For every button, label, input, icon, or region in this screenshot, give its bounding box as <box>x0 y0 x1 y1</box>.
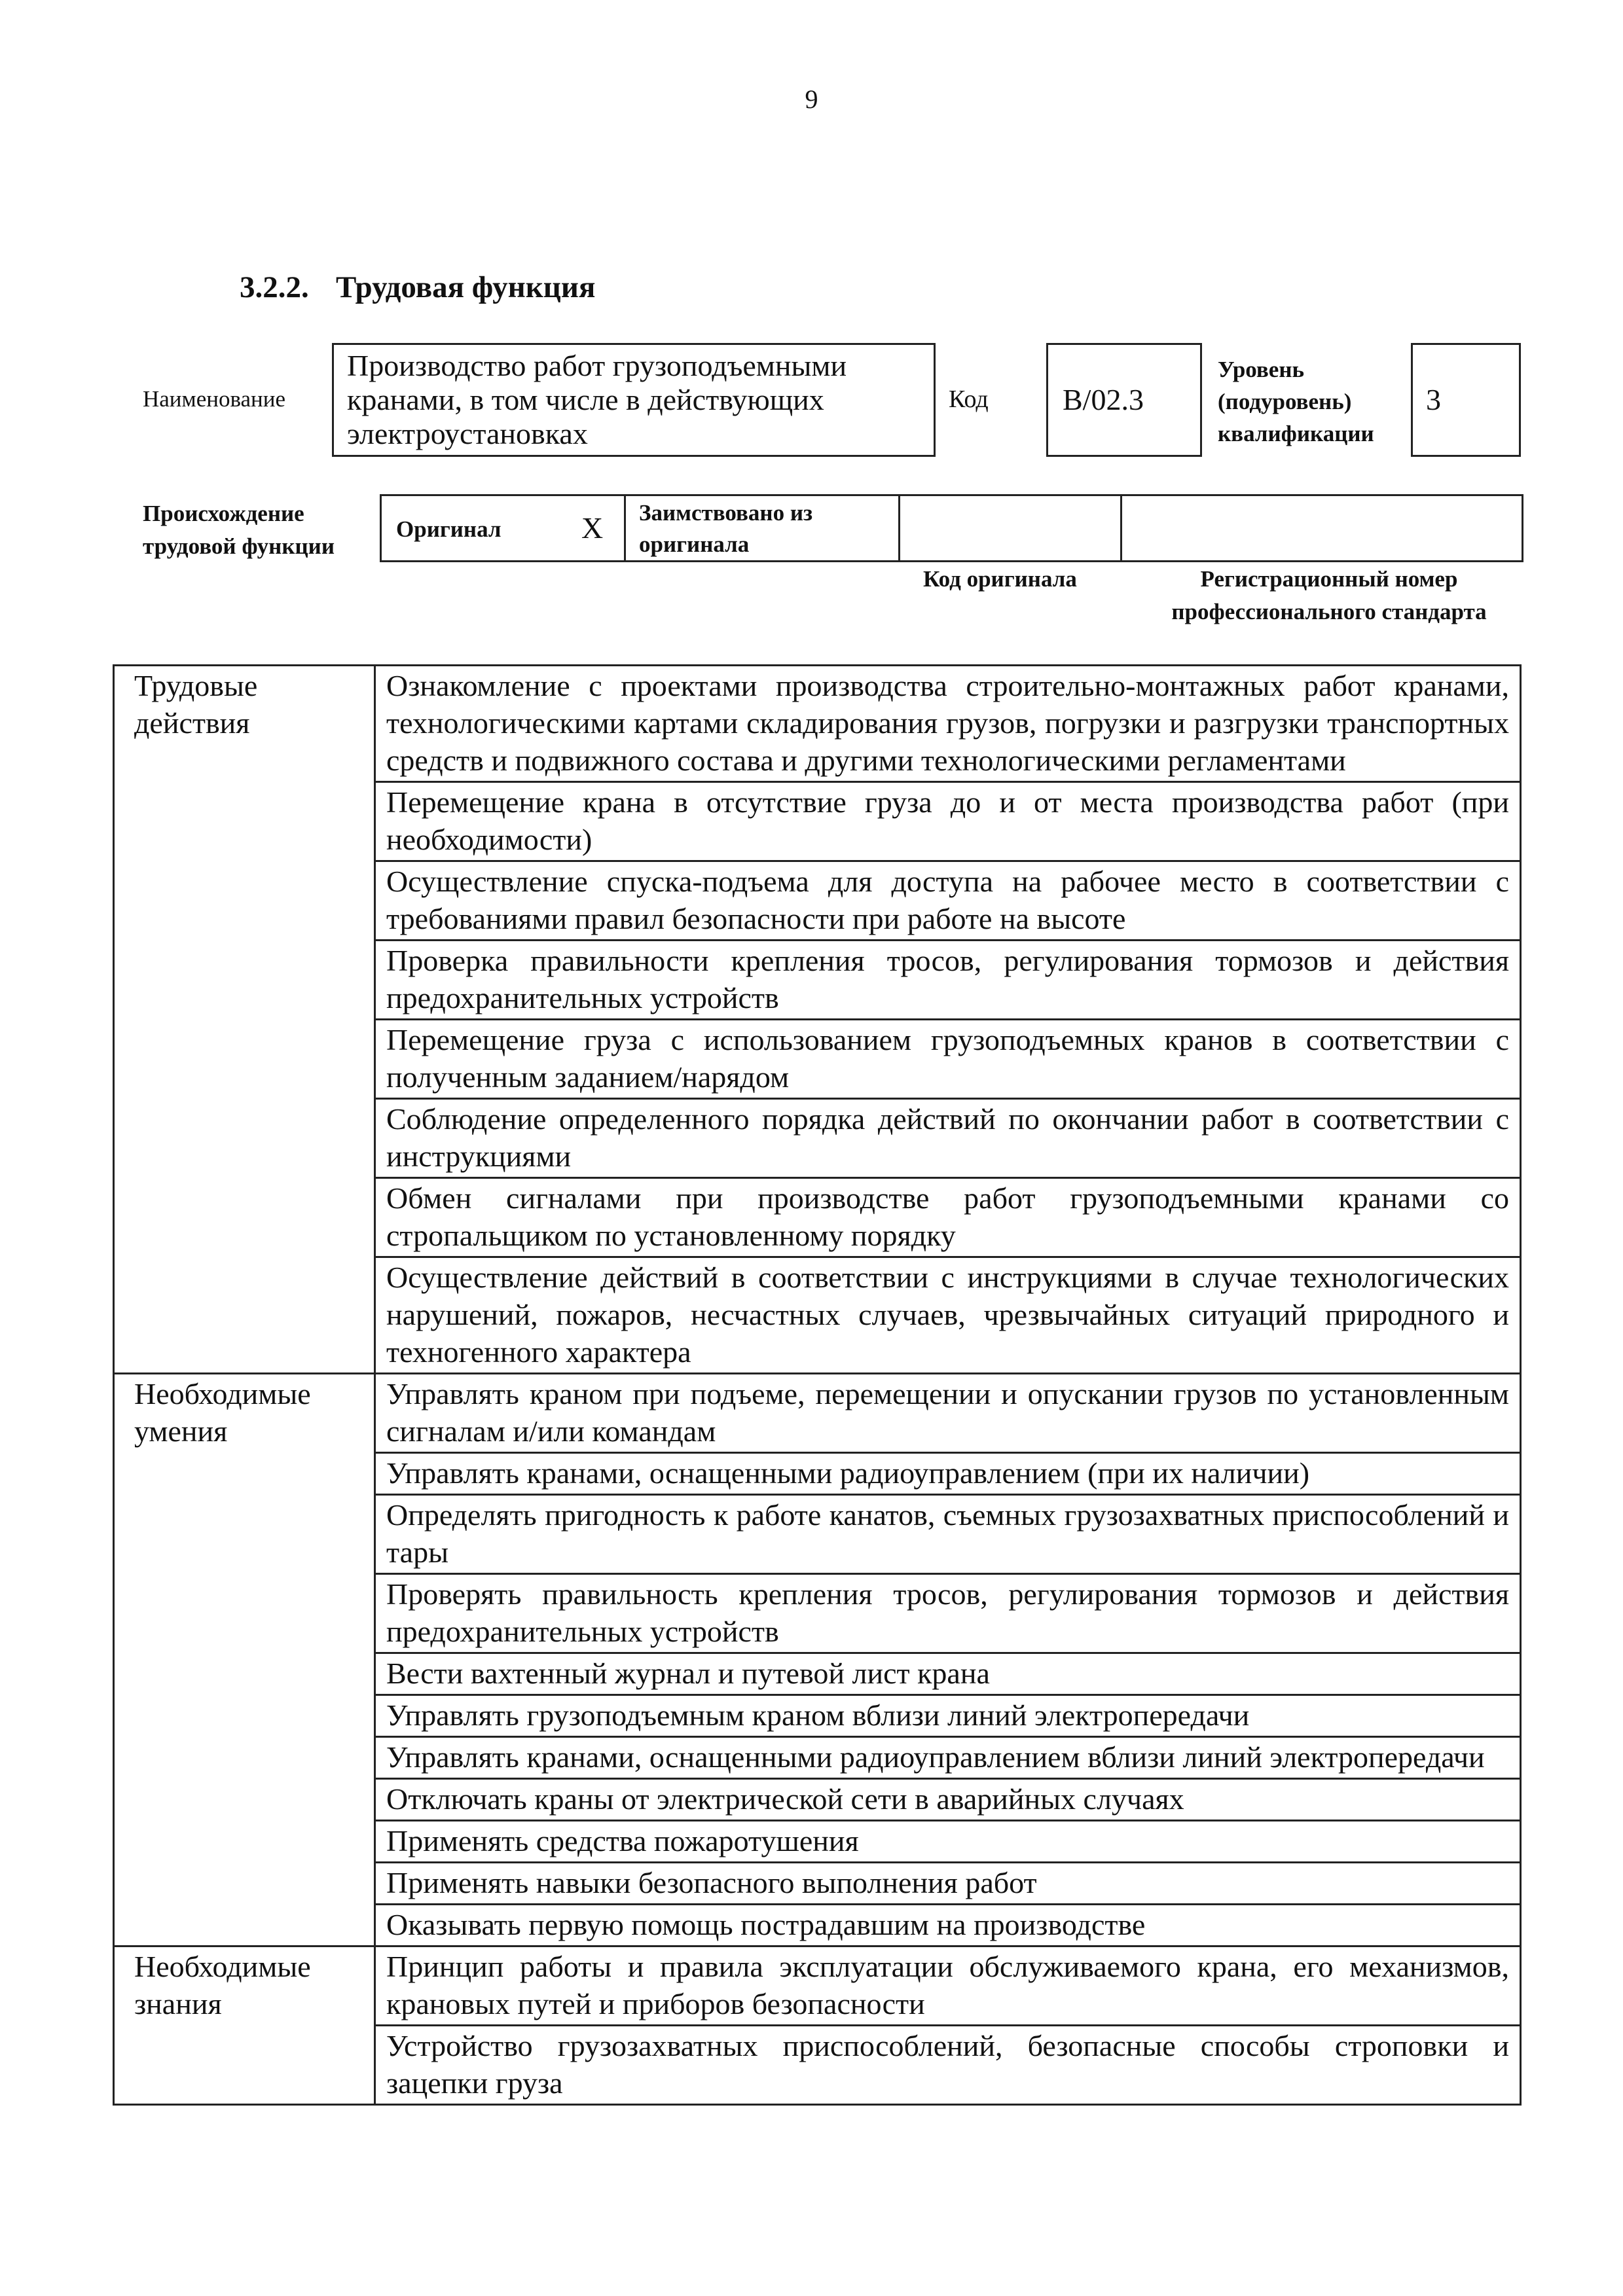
section-title <box>240 270 595 305</box>
level-label-line: квалификации <box>1218 421 1374 446</box>
level-label-line: Уровень <box>1218 357 1305 382</box>
item-cell: Управлять кранами, оснащенными радиоуправлением вблизи линий электропередачи <box>375 1737 1521 1779</box>
item-cell: Проверка правильности крепления тросов, регулирования тормозов и действия предохранительных устройств <box>375 941 1521 1020</box>
item-cell: Устройство грузозахватных приспособлений, безопасные способы строповки и зацепки груза <box>375 2026 1521 2105</box>
item-cell: Проверять правильность крепления тросов, регулирования тормозов и действия предохранительных устройств <box>375 1574 1521 1653</box>
code-value-box <box>1046 343 1202 457</box>
reg-number-caption <box>1146 563 1512 628</box>
origin-divider <box>1120 496 1122 560</box>
original-label: Оригинал <box>396 516 501 542</box>
item-cell: Обмен сигналами при производстве работ грузоподъемными кранами со стропальщиком по установленному порядку <box>375 1178 1521 1257</box>
borrowed-label-line: оригинала <box>639 531 750 557</box>
name-value-line: Производство работ грузоподъемными <box>347 349 847 382</box>
name-value-line: электроустановках <box>347 417 588 450</box>
reg-caption-line: Регистрационный номер <box>1200 566 1458 592</box>
item-cell: Управлять грузоподъемным краном вблизи линий электропередачи <box>375 1695 1521 1737</box>
level-label <box>1218 353 1374 450</box>
category-label-line: Трудовые <box>134 669 258 702</box>
category-label-line: Необходимые <box>134 1377 311 1410</box>
item-cell: Принцип работы и правила эксплуатации обслуживаемого крана, его механизмов, крановых путей и приборов безопасности <box>375 1946 1521 2026</box>
item-cell: Управлять краном при подъеме, перемещении и опускании грузов по установленным сигналам и/или командам <box>375 1374 1521 1453</box>
item-cell: Применять навыки безопасного выполнения работ <box>375 1863 1521 1905</box>
item-cell: Применять средства пожаротушения <box>375 1821 1521 1863</box>
item-cell: Ознакомление с проектами производства строительно-монтажных работ кранами, технологическими картами складирования грузов, погрузки и разгрузки транспортных средств и подвижного состава и другими технологическими регламентами <box>375 666 1521 782</box>
origin-label <box>143 497 335 563</box>
section-number: 3.2.2. <box>240 270 309 304</box>
item-cell: Перемещение груза с использованием грузоподъемных кранов в соответствии с полученным заданием/нарядом <box>375 1020 1521 1099</box>
category-label-line: умения <box>134 1414 228 1448</box>
category-label-line: знания <box>134 1987 222 2020</box>
category-cell <box>114 666 375 1374</box>
origin-divider <box>624 496 626 560</box>
item-cell: Управлять кранами, оснащенными радиоуправлением (при их наличии) <box>375 1453 1521 1495</box>
category-label-line: действия <box>134 706 250 740</box>
origin-table <box>380 494 1523 562</box>
code-original-caption: Код оригинала <box>923 566 1077 592</box>
item-cell: Отключать краны от электрической сети в аварийных случаях <box>375 1779 1521 1821</box>
reg-caption-line: профессионального стандарта <box>1171 599 1487 624</box>
code-value: B/02.3 <box>1063 383 1144 416</box>
category-cell <box>114 1946 375 2105</box>
item-cell: Оказывать первую помощь пострадавшим на производстве <box>375 1905 1521 1946</box>
origin-label-line: Происхождение <box>143 501 304 526</box>
category-label-line: Необходимые <box>134 1950 311 1983</box>
origin-label-line: трудовой функции <box>143 533 335 559</box>
borrowed-label <box>639 497 812 560</box>
section-title-text: Трудовая функция <box>336 270 596 304</box>
origin-divider <box>898 496 900 560</box>
item-cell: Перемещение крана в отсутствие груза до и от места производства работ (при необходимости) <box>375 782 1521 861</box>
level-value: 3 <box>1426 383 1441 416</box>
table-row <box>114 1374 1521 1453</box>
function-table <box>113 664 1522 2106</box>
category-cell <box>114 1374 375 1946</box>
name-label: Наименование <box>143 386 286 412</box>
name-value-box <box>332 343 936 457</box>
item-cell: Определять пригодность к работе канатов, съемных грузозахватных приспособлений и тары <box>375 1495 1521 1574</box>
table-row <box>114 1946 1521 2026</box>
borrowed-label-line: Заимствовано из <box>639 500 813 526</box>
code-label: Код <box>949 386 989 413</box>
table-row <box>114 666 1521 782</box>
original-mark: X <box>581 511 604 545</box>
level-value-box <box>1411 343 1521 457</box>
item-cell: Вести вахтенный журнал и путевой лист крана <box>375 1653 1521 1695</box>
page-number: 9 <box>805 84 818 114</box>
level-label-line: (подуровень) <box>1218 389 1352 414</box>
item-cell: Соблюдение определенного порядка действий по окончании работ в соответствии с инструкциями <box>375 1099 1521 1178</box>
item-cell: Осуществление спуска-подъема для доступа на рабочее место в соответствии с требованиями правил безопасности при работе на высоте <box>375 861 1521 941</box>
item-cell: Осуществление действий в соответствии с инструкциями в случае технологических нарушений, пожаров, несчастных случаев, чрезвычайных ситуаций природного и техногенного характера <box>375 1257 1521 1374</box>
name-value-line: кранами, в том числе в действующих <box>347 383 824 416</box>
